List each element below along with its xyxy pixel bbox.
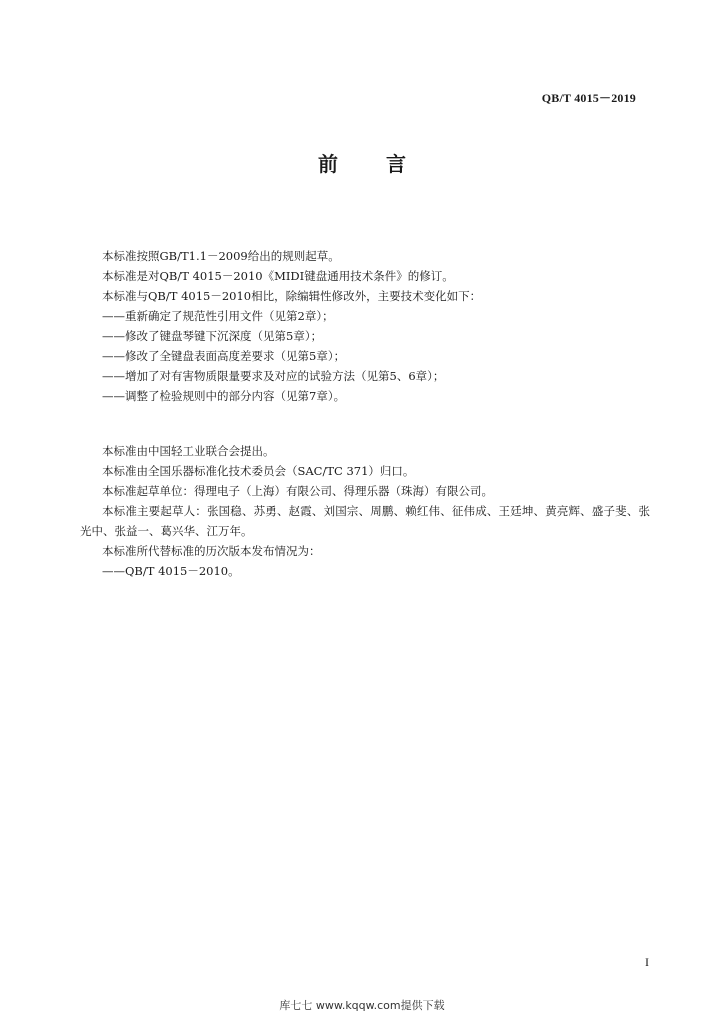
change-item: ——增加了对有害物质限量要求及对应的试验方法（见第5、6章）； xyxy=(102,369,445,383)
drafters: 本标准主要起草人：张国稳、苏勇、赵霞、刘国宗、周鹏、赖红伟、征伟成、王廷坤、黄亮辉、盛子斐、张光中、张益一、葛兴华、江万年。 xyxy=(80,504,650,538)
change-item: ——修改了全键盘表面高度差要求（见第5章）； xyxy=(102,349,346,363)
proposed-by: 本标准由中国轻工业联合会提出。 xyxy=(102,444,275,458)
standard-code: QB/T 4015－2019 xyxy=(541,91,636,105)
page-title: 前 言 xyxy=(318,152,420,176)
foreword-changes xyxy=(80,246,650,406)
committee: 本标准由全国乐器标准化技术委员会（SAC/TC 371）归口。 xyxy=(102,464,415,478)
history-intro: 本标准所代替标准的历次版本发布情况为： xyxy=(102,544,321,558)
page-number: I xyxy=(645,955,649,969)
paragraph: 本标准按照GB/T1.1－2009给出的规则起草。 xyxy=(102,249,340,263)
download-footer: 库七七 www.kqqw.com提供下载 xyxy=(279,999,445,1012)
change-item: ——调整了检验规则中的部分内容（见第7章）。 xyxy=(102,389,346,403)
paragraph: 本标准是对QB/T 4015－2010《MIDI键盘通用技术条件》的修订。 xyxy=(102,269,454,283)
change-item: ——重新确定了规范性引用文件（见第2章）； xyxy=(102,309,334,323)
paragraph: 本标准与QB/T 4015－2010相比，除编辑性修改外，主要技术变化如下： xyxy=(102,289,482,303)
drafting-units: 本标准起草单位：得理电子（上海）有限公司、得理乐器（珠海）有限公司。 xyxy=(102,484,493,498)
history-item: ——QB/T 4015－2010。 xyxy=(102,564,240,578)
foreword-info xyxy=(80,441,650,581)
change-item: ——修改了键盘琴键下沉深度（见第5章）； xyxy=(102,329,323,343)
